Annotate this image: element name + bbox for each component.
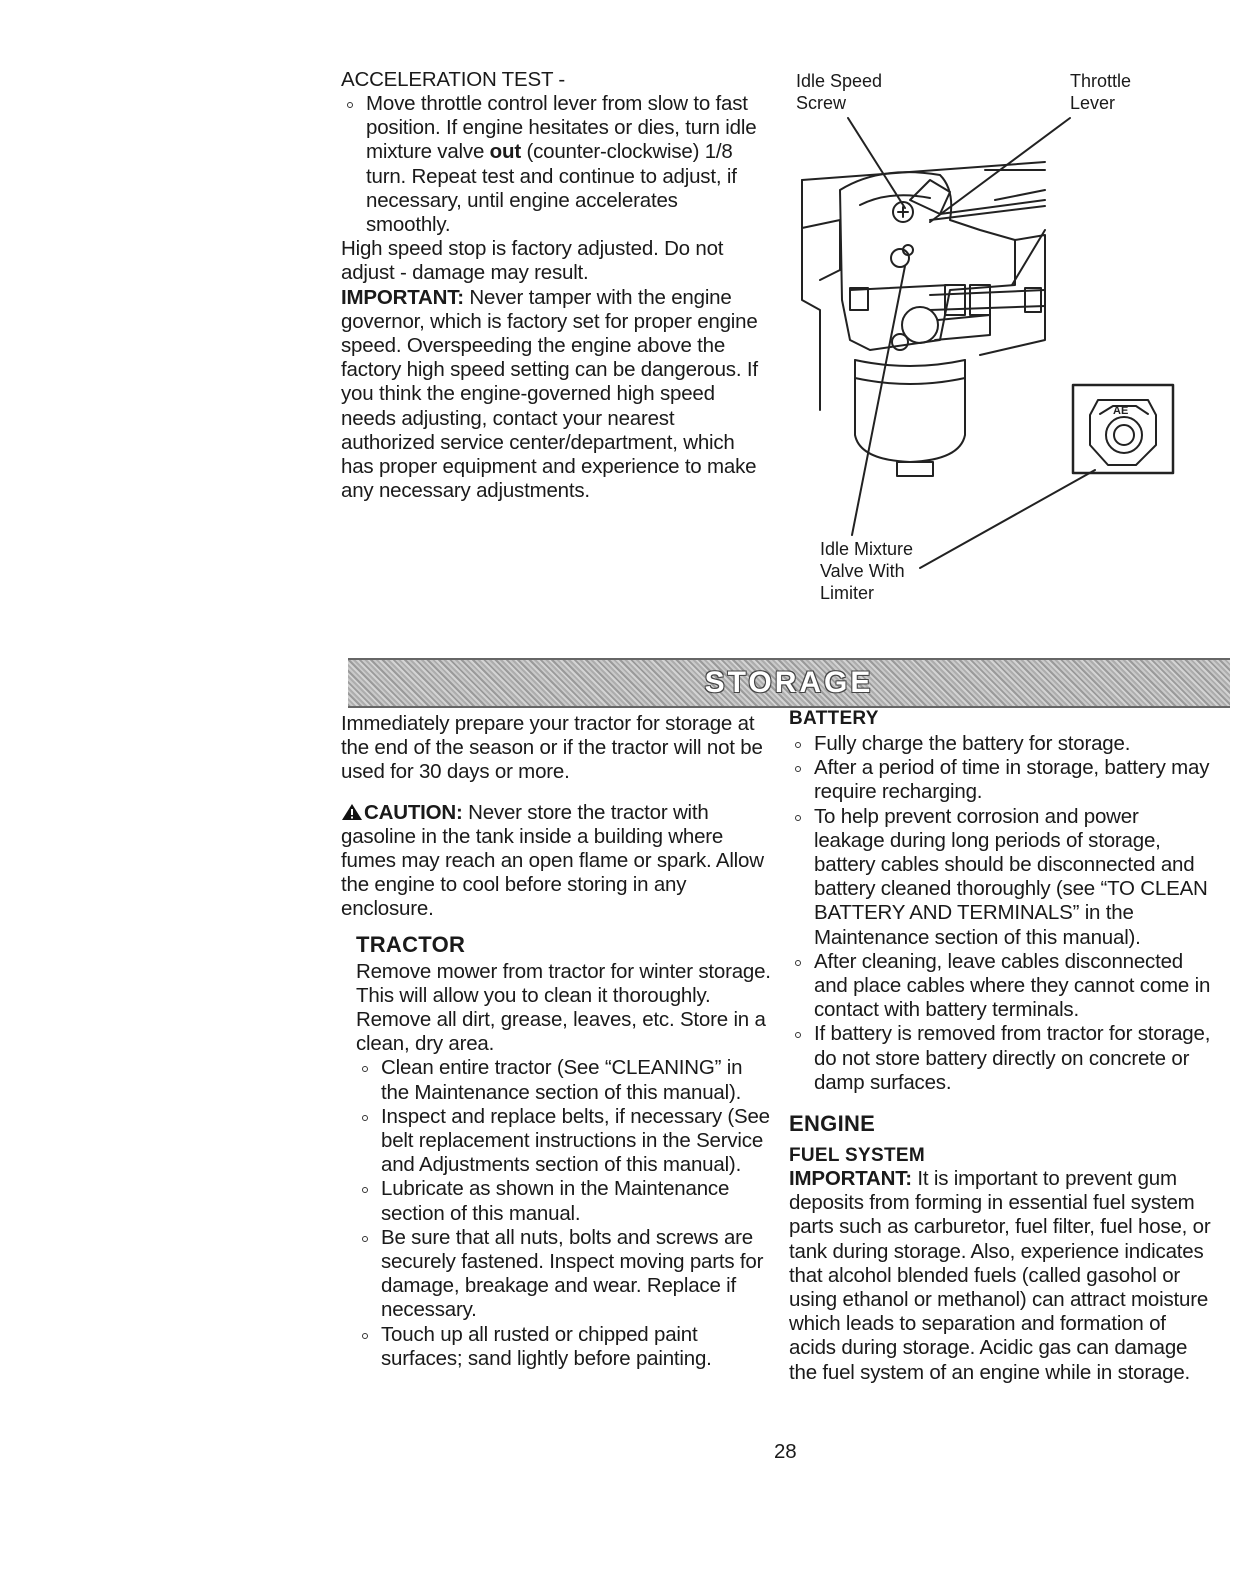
idle-speed-label-line2: Screw (796, 93, 847, 113)
idle-mixture-leader (852, 266, 905, 535)
tractor-heading: TRACTOR (356, 931, 466, 957)
acceleration-heading: ACCELERATION TEST - (341, 68, 566, 91)
throttle-lever-label (1070, 70, 1131, 114)
caution-paragraph (341, 801, 773, 922)
limiter-inset-box (1073, 385, 1173, 473)
storage-intro: Immediately prepare your tractor for storage at the end of the season or if the tractor will not be used for 30 days or more. (341, 712, 763, 784)
high-speed-note: High speed stop is factory adjusted. Do not adjust - damage may result. (341, 237, 724, 285)
acceleration-section (341, 68, 766, 503)
throttle-label-line1: Throttle (1070, 71, 1132, 91)
tractor-bullet: Lubricate as shown in the Maintenance section of this manual. (356, 1177, 773, 1225)
battery-heading: BATTERY (789, 708, 879, 729)
storage-right-column (789, 708, 1214, 1385)
fuel-paragraph (789, 1167, 1214, 1385)
carburetor-body (840, 172, 1015, 350)
throttle-label-line2: Lever (1070, 93, 1116, 113)
storage-banner-title: STORAGE (704, 666, 874, 699)
idle-mixture-label-line1: Idle Mixture (820, 539, 914, 559)
acceleration-bullet-rest: (counter-clockwise) 1/8 turn. Repeat test and continue to adjust, if necessary, until engine accelerates smoothly. (366, 140, 737, 237)
fuel-important-label: IMPORTANT: (789, 1167, 912, 1191)
fuel-system-heading: FUEL SYSTEM (789, 1145, 925, 1167)
engine-left-edge (802, 180, 820, 410)
tractor-bullet: Touch up all rusted or chipped paint surfaces; sand lightly before painting. (356, 1323, 773, 1371)
limiter-leader (920, 470, 1095, 568)
important-label: IMPORTANT: (341, 285, 464, 309)
important-text: Never tamper with the engine governor, which is factory set for proper engine speed. Overspeeding the engine above the factory high speed setting can be dangerous. If you think the engine-governed high speed needs adjusting, contact your nearest authorized service center/department, which has proper equipment and experience to make any necessary adjustments. (341, 285, 758, 503)
carburetor-diagram (780, 110, 1220, 580)
acceleration-bullet-bold: out (489, 140, 521, 164)
battery-bullet: After cleaning, leave cables disconnected and place cables where they cannot come in contact with battery terminals. (789, 950, 1214, 1023)
idle-speed-leader (848, 118, 905, 208)
page-number: 28 (774, 1440, 797, 1463)
battery-bullets (789, 732, 1214, 1095)
idle-speed-screw-label (796, 70, 882, 114)
important-paragraph (341, 286, 766, 504)
battery-bullet: To help prevent corrosion and power leakage during long periods of storage, battery cables should be disconnected and battery cleaned thoroughly (see “TO CLEAN BATTERY AND TERMINALS” in the Maintenance section of this manual). (789, 805, 1214, 950)
idle-speed-label-line1: Idle Speed (796, 71, 883, 91)
idle-mixture-valve (891, 249, 909, 267)
idle-mixture-label-line3: Limiter (820, 583, 875, 603)
tractor-intro: Remove mower from tractor for winter storage. This will allow you to clean it thoroughly. Remove all dirt, grease, leaves, etc. Store in a clean, dry area. (356, 959, 771, 1056)
warning-triangle-icon (341, 803, 363, 821)
tractor-bullet: Inspect and replace belts, if necessary (See belt replacement instructions in the Service and Adjustments section of this manual). (356, 1105, 773, 1178)
acceleration-bullet (341, 92, 766, 237)
battery-bullet: If battery is removed from tractor for storage, do not store battery directly on concrete or damp surfaces. (789, 1022, 1214, 1095)
tractor-bullet: Clean entire tractor (See “CLEANING” in the Maintenance section of this manual). (356, 1056, 773, 1104)
tractor-bullet: Be sure that all nuts, bolts and screws are securely fastened. Inspect moving parts for damage, breakage and wear. Replace if necessary. (356, 1226, 773, 1323)
acceleration-bullets (341, 92, 766, 237)
battery-bullet: After a period of time in storage, battery may require recharging. (789, 756, 1214, 804)
acceleration-bullet-text: Move throttle control lever from slow to fast position. If engine hesitates or dies, turn idle mixture valve (366, 92, 757, 164)
caution-label: CAUTION: (364, 800, 463, 824)
float-bowl (855, 360, 965, 462)
tractor-bullets (356, 1056, 773, 1371)
idle-mixture-label-line2: Valve With (820, 561, 905, 581)
fuel-text: It is important to prevent gum deposits from forming in essential fuel system parts such as carburetor, fuel filter, fuel hose, or tank during storage. Also, experience indicates that alcohol blended fuels (called gasohol or using ethanol or methanol) can attract moisture which leads to separation and formation of acids during storage. Acidic gas can damage the fuel system of an engine while in storage. (789, 1167, 1211, 1384)
engine-heading: ENGINE (789, 1111, 876, 1137)
battery-bullet: Fully charge the battery for storage. (789, 732, 1214, 756)
storage-banner (348, 658, 1230, 708)
storage-left-column (341, 712, 773, 1371)
caution-text: Never store the tractor with gasoline in the tank inside a building where fumes may reach an open flame or spark. Allow the engine to cool before storing in any enclosure. (341, 800, 764, 921)
inset-label: AE (1113, 405, 1129, 417)
